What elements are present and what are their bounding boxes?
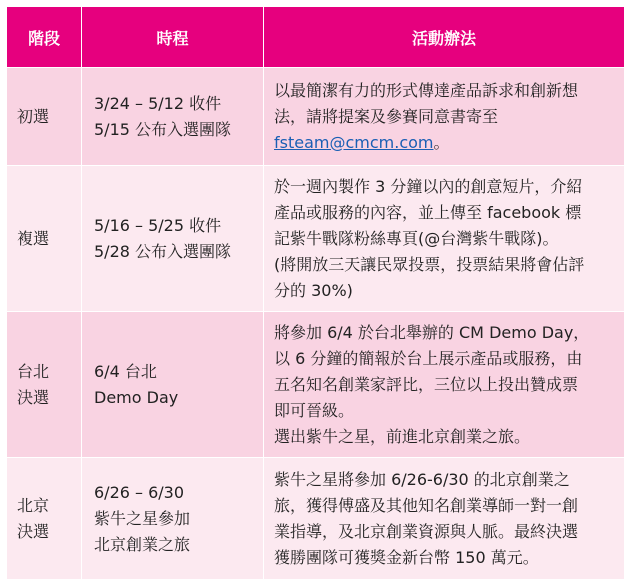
table-row <box>7 68 625 166</box>
schedule-cell <box>82 458 264 580</box>
stage-text: 台北 <box>17 361 50 381</box>
schedule-cell <box>82 312 264 458</box>
header-stage: 階段 <box>7 7 82 68</box>
method-cell <box>264 458 625 580</box>
stage-cell <box>7 458 82 580</box>
method-line: 記紫牛戰隊粉絲專頁(@台灣紫牛戰隊)。 <box>274 228 559 248</box>
header-schedule: 時程 <box>82 7 264 68</box>
method-line: 於一週內製作 3 分鐘以內的創意短片，介紹 <box>274 176 583 196</box>
schedule-line: 6/26 – 6/30 <box>94 482 185 502</box>
method-cell <box>264 312 625 458</box>
method-cell <box>264 166 625 312</box>
table-row <box>7 458 625 580</box>
method-line: 即可晉級。 <box>274 400 355 420</box>
method-line: 產品或服務的內容，並上傳至 facebook 標 <box>274 202 582 222</box>
method-line: 將參加 6/4 於台北舉辦的 CM Demo Day， <box>274 322 590 342</box>
method-cell <box>264 68 625 166</box>
method-line: 旅，獲得傅盛及其他知名創業導師一對一創 <box>274 495 579 515</box>
stage-text: 複選 <box>17 228 50 248</box>
schedule-table <box>6 6 625 580</box>
method-line: (將開放三天讓民眾投票，投票結果將會佔評 <box>274 254 585 274</box>
method-line-email <box>274 130 614 156</box>
method-line: 紫牛之星將參加 6/26-6/30 的北京創業之 <box>274 469 570 489</box>
stage-text: 決選 <box>17 387 50 407</box>
stage-cell <box>7 166 82 312</box>
header-row <box>7 7 625 68</box>
stage-text: 北京 <box>17 495 50 515</box>
schedule-line: 5/28 公布入選團隊 <box>94 241 232 261</box>
method-line: 以 6 分鐘的簡報於台上展示產品或服務，由 <box>274 348 583 368</box>
schedule-line: 5/16 – 5/25 收件 <box>94 215 222 235</box>
table-row <box>7 166 625 312</box>
header-method: 活動辦法 <box>264 7 625 68</box>
stage-cell <box>7 68 82 166</box>
schedule-line: 北京創業之旅 <box>94 534 191 554</box>
period-text: 。 <box>433 132 450 152</box>
schedule-cell <box>82 166 264 312</box>
method-line: 業指導，及北京創業資源與人脈。最終決選 <box>274 521 579 541</box>
method-line: 五名知名創業家評比，三位以上投出贊成票 <box>274 374 579 394</box>
method-line: 以最簡潔有力的形式傳達產品訴求和創新想 <box>274 80 579 100</box>
schedule-line: 紫牛之星參加 <box>94 508 191 528</box>
method-line: 獲勝團隊可獲獎金新台幣 150 萬元。 <box>274 547 539 567</box>
stage-cell <box>7 312 82 458</box>
table-row <box>7 312 625 458</box>
schedule-cell <box>82 68 264 166</box>
schedule-line: 5/15 公布入選團隊 <box>94 119 232 139</box>
stage-text: 決選 <box>17 521 50 541</box>
email-link[interactable]: fsteam@cmcm.com <box>274 132 434 152</box>
method-line: 法，請將提案及參賽同意書寄至 <box>274 106 499 126</box>
schedule-line: 6/4 台北 <box>94 361 157 381</box>
schedule-line: 3/24 – 5/12 收件 <box>94 93 222 113</box>
stage-text: 初選 <box>17 106 50 126</box>
schedule-line: Demo Day <box>94 387 179 407</box>
method-line: 分的 30%) <box>274 280 353 300</box>
method-line: 選出紫牛之星，前進北京創業之旅。 <box>274 426 531 446</box>
